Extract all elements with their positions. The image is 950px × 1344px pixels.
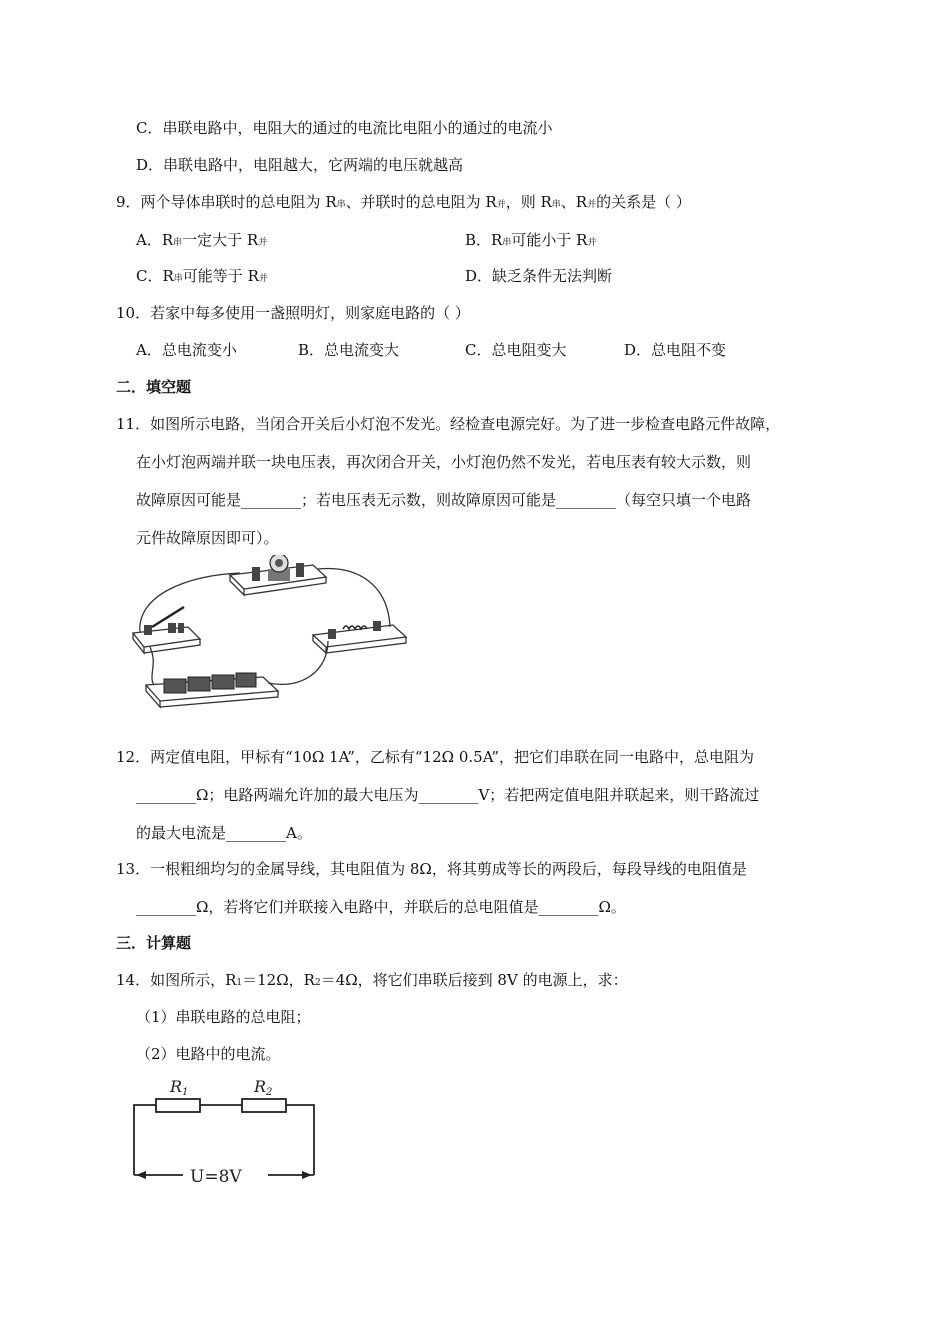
q9-option-d: D．缺乏条件无法判断	[465, 267, 613, 285]
q10-option-d: D．总电阻不变	[624, 341, 727, 359]
q12-line-3: 的最大电流是________A。	[136, 824, 312, 842]
r1-label: R1	[170, 1077, 189, 1098]
q11-line-3: 故障原因可能是________；若电压表无示数，则故障原因可能是________（每空只填一个电路	[136, 491, 752, 509]
q12-line-1: 12．两定值电阻，甲标有“10Ω 1A”，乙标有“12Ω 0.5A”，把它们串联在同一电路中，总电阻为	[116, 748, 755, 766]
q13-line-2: ________Ω，若将它们并联接入电路中，并联后的总电阻值是________Ω。	[136, 898, 626, 916]
q10-option-a: A．总电流变小	[136, 341, 237, 359]
q13-line-1: 13．一根粗细均匀的金属导线，其电阻值为 8Ω，将其剪成等长的两段后，每段导线的电阻值是	[116, 860, 747, 878]
q11-line-1: 11．如图所示电路，当闭合开关后小灯泡不发光。经检查电源完好。为了进一步检查电路元件故障，	[116, 415, 781, 433]
q10-stem: 10．若家中每多使用一盏照明灯，则家庭电路的（ ）	[116, 304, 470, 322]
section-heading-calculation: 三．计算题	[116, 934, 192, 952]
q9-option-c: C．R串可能等于 R并	[136, 267, 268, 285]
q8-option-c: C．串联电路中，电阻大的通过的电流比电阻小的通过的电流小	[136, 119, 553, 137]
q9-option-a: A．R串一定大于 R并	[136, 231, 268, 249]
q10-option-c: C．总电阻变大	[465, 341, 567, 359]
q11-circuit-figure	[128, 555, 418, 715]
q11-line-4: 元件故障原因即可）。	[136, 529, 279, 547]
r2-label: R2	[254, 1077, 273, 1098]
q14-stem: 14．如图所示，R1＝12Ω，R2＝4Ω，将它们串联后接到 8V 的电源上，求：	[116, 971, 628, 989]
q14-circuit-figure	[128, 1072, 328, 1192]
section-heading-fill-in: 二．填空题	[116, 378, 192, 396]
q10-option-b: B．总电流变大	[298, 341, 400, 359]
q11-line-2: 在小灯泡两端并联一块电压表，再次闭合开关，小灯泡仍然不发光，若电压表有较大示数，则	[136, 453, 752, 471]
voltage-label: U=8V	[190, 1167, 242, 1187]
q12-line-2: ________Ω；电路两端允许加的最大电压为________V；若把两定值电阻并联起来，则干路流过	[136, 786, 760, 804]
q14-part-2: （2）电路中的电流。	[136, 1045, 281, 1063]
q14-part-1: （1）串联电路的总电阻；	[136, 1008, 311, 1026]
q9-stem: 9．两个导体串联时的总电阻为 R串、并联时的总电阻为 R并，则 R串、R并的关系是（ ）	[116, 193, 691, 211]
q9-option-b: B．R串可能小于 R并	[465, 231, 597, 249]
q8-option-d: D．串联电路中，电阻越大，它两端的电压就越高	[136, 156, 464, 174]
